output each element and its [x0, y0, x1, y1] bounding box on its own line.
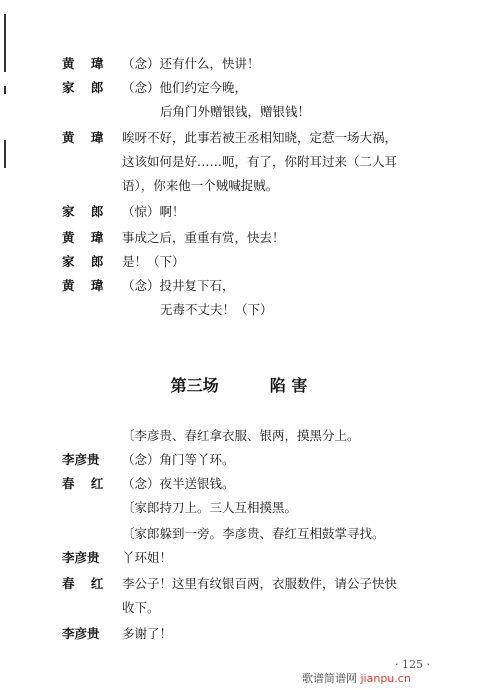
watermark-url: jianpu.cn [360, 672, 411, 685]
page-number: · 125 · [395, 658, 430, 671]
speaker: 李彦贵 [62, 452, 100, 467]
dialogue: 事成之后，重重有赏，快去！ [122, 230, 285, 245]
dialogue: 收下。 [122, 600, 160, 615]
speaker: 家 郎 [62, 204, 110, 219]
direction-text: 〔家郎躲到一旁。李彦贵、春红互相鼓掌寻找。 [122, 526, 385, 541]
dialogue: 唉呀不好，此事若被王丞相知晓，定惹一场大祸， [122, 130, 398, 145]
dialogue: 是！（下） [122, 254, 185, 269]
speaker: 黄 瑋 [62, 56, 110, 71]
dialogue: （惊）啊！ [122, 204, 185, 219]
speaker: 黄 瑋 [62, 230, 110, 245]
watermark-site: 歌谱简谱网 [302, 672, 357, 685]
scene-number: 第三场 [170, 376, 219, 395]
watermark [302, 670, 411, 686]
speaker: 黄 瑋 [62, 130, 110, 145]
speaker: 家 郎 [62, 80, 110, 95]
dialogue: 这该如何是好……呃，有了，你附耳过来（二人耳 [122, 154, 398, 169]
dialogue: 无毒不丈夫！（下） [160, 302, 273, 317]
speaker: 李彦贵 [62, 626, 100, 641]
dialogue: （念）夜半送银钱。 [122, 476, 235, 491]
scene-name: 陷 害 [269, 376, 308, 395]
speaker: 春 红 [62, 576, 110, 591]
margin-mark [4, 86, 6, 94]
dialogue: （念）还有什么，快讲！ [122, 56, 260, 71]
direction-text: 〔李彦贵、春红拿衣服、银两，摸黑分上。 [122, 428, 360, 443]
speaker: 李彦贵 [62, 550, 100, 565]
dialogue: （念）角门等丫环。 [122, 452, 235, 467]
dialogue: 语），你来他一个贼喊捉贼。 [122, 178, 279, 193]
speaker: 家 郎 [62, 254, 110, 269]
dialogue: 多谢了！ [122, 626, 173, 641]
scene-title [0, 373, 478, 396]
dialogue: 李公子！这里有纹银百两，衣服数件，请公子快快 [122, 576, 398, 591]
dialogue: （念）他们约定今晚， [122, 80, 248, 95]
margin-mark [4, 140, 6, 168]
dialogue: （念）投井复下石， [122, 278, 235, 293]
margin-mark [4, 14, 6, 72]
speaker: 黄 瑋 [62, 278, 110, 293]
dialogue: 丫环姐！ [122, 550, 173, 565]
direction-text: 〔家郎持刀上。三人互相摸黑。 [122, 500, 298, 515]
dialogue: 后角门外赠银钱，赠银钱！ [160, 104, 311, 119]
speaker: 春 红 [62, 476, 110, 491]
